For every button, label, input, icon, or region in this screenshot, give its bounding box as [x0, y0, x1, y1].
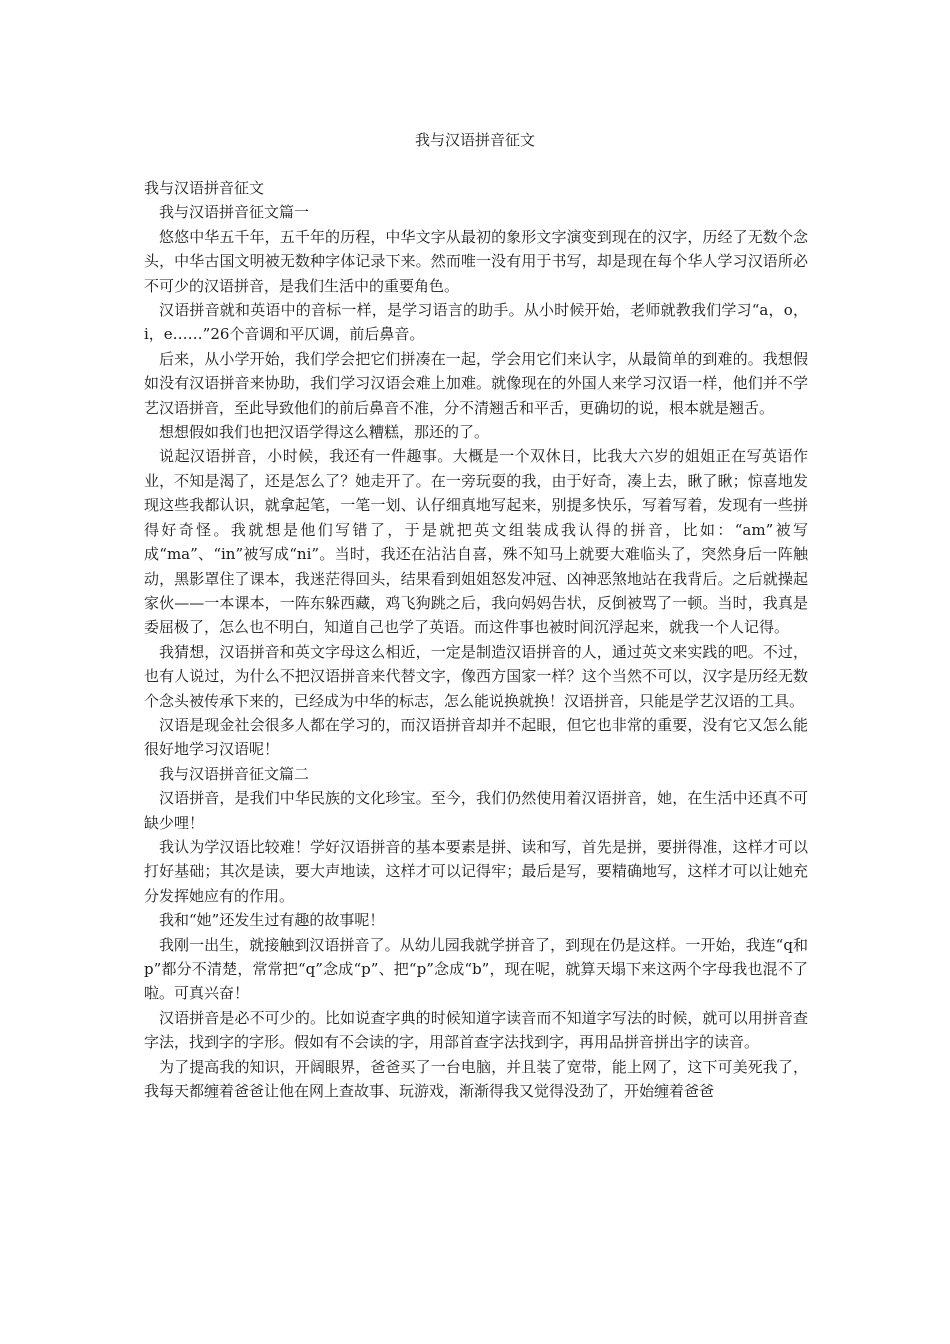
paragraph: 想想假如我们也把汉语学得这么糟糕，那还的了。 [159, 423, 490, 442]
paragraph: 汉语拼音就和英语中的音标一样，是学习语言的助手。从小时候开始，老师就教我们学习“a，o，i，e……”26个音调和平仄调，前后鼻音。 [144, 301, 808, 344]
document-body [144, 176, 808, 1103]
paragraph: 我与汉语拼音征文篇二 [159, 764, 310, 783]
paragraph: 汉语是现金社会很多人都在学习的，而汉语拼音却并不起眼，但它也非常的重要，没有它又怎么能很好地学习汉语呢！ [144, 715, 808, 759]
paragraph: 我与汉语拼音征文篇一 [159, 203, 310, 222]
paragraph: 后来，从小学开始，我们学会把它们拼凑在一起，学会用它们来认字，从最简单的到难的。我想假如没有汉语拼音来协助，我们学习汉语会难上加难。就像现在的外国人来学习汉语一样，他们并不学艺汉语拼音，至此导致他们的前后鼻音不准，分不清翘舌和平舌，更确切的说，根本就是翘舌。 [144, 349, 808, 417]
paragraph: 汉语拼音，是我们中华民族的文化珍宝。至今，我们仍然使用着汉语拼音，她，在生活中还真不可缺少哩！ [144, 789, 808, 832]
paragraph: 为了提高我的知识，开阔眼界，爸爸买了一台电脑，并且装了宽带，能上网了，这下可美死我了，我每天都缠着爸爸让他在网上查故事、玩游戏，渐渐得我又觉得没劲了，开始缠着爸爸 [144, 1057, 808, 1101]
paragraph: 我与汉语拼音征文 [144, 179, 265, 197]
paragraph: 我刚一出生，就接触到汉语拼音了。从幼儿园我就学拼音了，到现在仍是这样。一开始，我连“q和p”都分不清楚，常常把“q”念成“p”、把“p”念成“b”，现在呢，就算天塌下来这两个字母我也混不了啦。可真兴奋！ [144, 935, 808, 1003]
paragraph: 我猜想，汉语拼音和英文字母这么相近，一定是制造汉语拼音的人，通过英文来实践的吧。不过，也有人说过，为什么不把汉语拼音来代替文字，像西方国家一样？这个当然不可以，汉字是历经无数个念头被传承下来的，已经成为中华的标志，怎么能说换就换！汉语拼音，只能是学艺汉语的工具。 [144, 642, 808, 710]
page-title: 我与汉语拼音征文 [414, 131, 535, 149]
paragraph: 汉语拼音是必不可少的。比如说查字典的时候知道字读音而不知道字写法的时候，就可以用拼音查字法，找到字的字形。假如有不会读的字，用部首查字法找到字，再用品拼音拼出字的读音。 [144, 1008, 808, 1052]
paragraph: 我和“她”还发生过有趣的故事呢！ [159, 911, 385, 930]
paragraph: 我认为学汉语比较难！学好汉语拼音的基本要素是拼、读和写，首先是拼，要拼得准，这样才可以打好基础；其次是读，要大声地读，这样才可以记得牢；最后是写，要精确地写，这样才可以让她充分发挥她应有的作用。 [144, 837, 808, 905]
paragraph: 悠悠中华五千年，五千年的历程，中华文字从最初的象形文字演变到现在的汉字，历经了无数个念头，中华古国文明被无数种字体记录下来。然而唯一没有用于书写，却是现在每个华人学习汉语所必不可少的汉语拼音，是我们生活中的重要角色。 [144, 227, 808, 295]
paragraph: 说起汉语拼音，小时候，我还有一件趣事。大概是一个双休日，比我大六岁的姐姐正在写英语作业，不知是渴了，还是怎么了？她走开了。在一旁玩耍的我，由于好奇，凑上去，瞅了瞅；惊喜地发现这些我都认识，就拿起笔，一笔一划、认仔细真地写起来，别提多快乐，写着写着，发现有一些拼得好奇怪。我就想是他们写错了，于是就把英文组装成我认得的拼音，比如：“am”被写成“ma”、“in”被写成“ni”。当时，我还在沾沾自喜，殊不知马上就要大难临头了，突然身后一阵触动，黑影罩住了课本，我迷茫得回头，结果看到姐姐怒发冲冠、凶神恶煞地站在我背后。之后就操起家伙——一本课本，一阵东躲西藏，鸡飞狗跳之后，我向妈妈告状，反倒被骂了一顿。当时，我真是委屈极了，怎么也不明白，知道自己也学了英语。而这件事也被时间沉浮起来，就我一个人记得。 [144, 447, 808, 637]
